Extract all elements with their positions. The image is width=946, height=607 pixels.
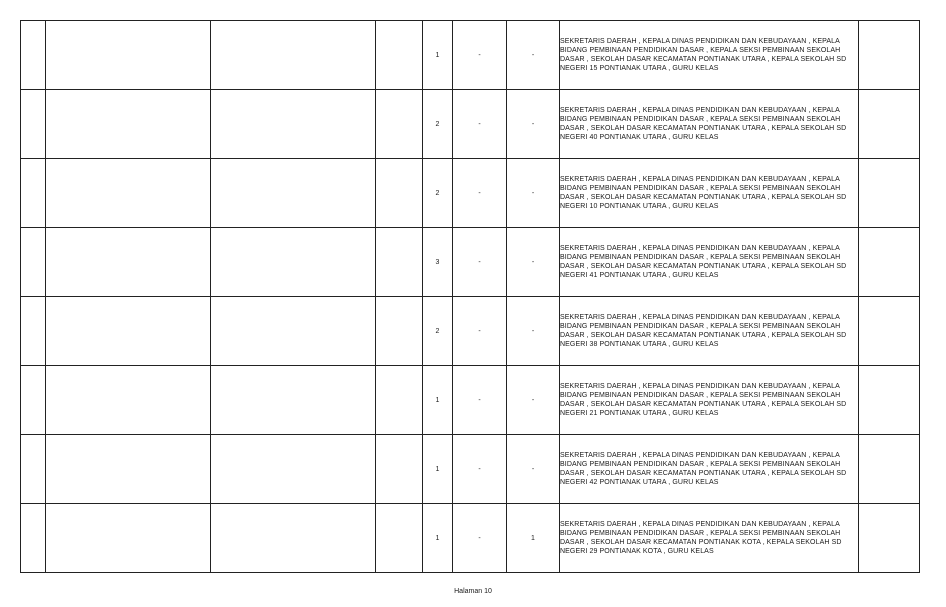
cell-blank-b xyxy=(211,366,376,435)
cell-col2: - xyxy=(453,90,507,159)
cell-col3: - xyxy=(507,435,560,504)
cell-col3: - xyxy=(507,228,560,297)
table-row xyxy=(21,21,920,90)
cell-col2: - xyxy=(453,21,507,90)
cell-index xyxy=(21,297,46,366)
data-table xyxy=(20,20,920,573)
cell-blank-d xyxy=(859,228,920,297)
cell-blank-a xyxy=(46,435,211,504)
cell-count: 2 xyxy=(423,297,453,366)
cell-blank-d xyxy=(859,297,920,366)
cell-count: 1 xyxy=(423,366,453,435)
cell-blank-b xyxy=(211,21,376,90)
cell-description: SEKRETARIS DAERAH , KEPALA DINAS PENDIDIKAN DAN KEBUDAYAAN , KEPALA BIDANG PEMBINAAN PENDIDIKAN DASAR , KEPALA SEKSI PEMBINAAN SEKOLAH DASAR , SEKOLAH DASAR KECAMATAN PONTIANAK KOTA , KEPALA SEKOLAH SD NEGERI 29 PONTIANAK KOTA , GURU KELAS xyxy=(560,504,859,573)
cell-blank-b xyxy=(211,435,376,504)
cell-blank-b xyxy=(211,504,376,573)
cell-blank-a xyxy=(46,504,211,573)
cell-description: SEKRETARIS DAERAH , KEPALA DINAS PENDIDIKAN DAN KEBUDAYAAN , KEPALA BIDANG PEMBINAAN PENDIDIKAN DASAR , KEPALA SEKSI PEMBINAAN SEKOLAH DASAR , SEKOLAH DASAR KECAMATAN PONTIANAK UTARA , KEPALA SEKOLAH SD NEGERI 42 PONTIANAK UTARA , GURU KELAS xyxy=(560,435,859,504)
cell-count: 2 xyxy=(423,159,453,228)
cell-count: 1 xyxy=(423,21,453,90)
cell-blank-d xyxy=(859,159,920,228)
cell-col3: - xyxy=(507,90,560,159)
cell-description: SEKRETARIS DAERAH , KEPALA DINAS PENDIDIKAN DAN KEBUDAYAAN , KEPALA BIDANG PEMBINAAN PENDIDIKAN DASAR , KEPALA SEKSI PEMBINAAN SEKOLAH DASAR , SEKOLAH DASAR KECAMATAN PONTIANAK UTARA , KEPALA SEKOLAH SD NEGERI 40 PONTIANAK UTARA , GURU KELAS xyxy=(560,90,859,159)
cell-description: SEKRETARIS DAERAH , KEPALA DINAS PENDIDIKAN DAN KEBUDAYAAN , KEPALA BIDANG PEMBINAAN PENDIDIKAN DASAR , KEPALA SEKSI PEMBINAAN SEKOLAH DASAR , SEKOLAH DASAR KECAMATAN PONTIANAK UTARA , KEPALA SEKOLAH SD NEGERI 21 PONTIANAK UTARA , GURU KELAS xyxy=(560,366,859,435)
cell-blank-c xyxy=(376,504,423,573)
cell-col2: - xyxy=(453,504,507,573)
cell-blank-b xyxy=(211,297,376,366)
cell-blank-c xyxy=(376,228,423,297)
table-row xyxy=(21,90,920,159)
cell-col3: 1 xyxy=(507,504,560,573)
cell-col2: - xyxy=(453,435,507,504)
page-footer: Halaman 10 xyxy=(454,588,492,595)
cell-blank-d xyxy=(859,504,920,573)
cell-index xyxy=(21,228,46,297)
cell-index xyxy=(21,159,46,228)
cell-blank-c xyxy=(376,159,423,228)
table-row xyxy=(21,504,920,573)
cell-index xyxy=(21,504,46,573)
cell-blank-a xyxy=(46,228,211,297)
cell-description: SEKRETARIS DAERAH , KEPALA DINAS PENDIDIKAN DAN KEBUDAYAAN , KEPALA BIDANG PEMBINAAN PENDIDIKAN DASAR , KEPALA SEKSI PEMBINAAN SEKOLAH DASAR , SEKOLAH DASAR KECAMATAN PONTIANAK UTARA , KEPALA SEKOLAH SD NEGERI 10 PONTIANAK UTARA , GURU KELAS xyxy=(560,159,859,228)
cell-description: SEKRETARIS DAERAH , KEPALA DINAS PENDIDIKAN DAN KEBUDAYAAN , KEPALA BIDANG PEMBINAAN PENDIDIKAN DASAR , KEPALA SEKSI PEMBINAAN SEKOLAH DASAR , SEKOLAH DASAR KECAMATAN PONTIANAK UTARA , KEPALA SEKOLAH SD NEGERI 38 PONTIANAK UTARA , GURU KELAS xyxy=(560,297,859,366)
cell-col2: - xyxy=(453,228,507,297)
cell-col3: - xyxy=(507,159,560,228)
cell-index xyxy=(21,435,46,504)
cell-blank-c xyxy=(376,90,423,159)
cell-blank-b xyxy=(211,159,376,228)
cell-count: 1 xyxy=(423,504,453,573)
cell-blank-b xyxy=(211,90,376,159)
cell-index xyxy=(21,366,46,435)
table-row xyxy=(21,366,920,435)
cell-blank-d xyxy=(859,366,920,435)
cell-col3: - xyxy=(507,21,560,90)
cell-index xyxy=(21,21,46,90)
cell-index xyxy=(21,90,46,159)
cell-blank-a xyxy=(46,90,211,159)
cell-col2: - xyxy=(453,366,507,435)
cell-col3: - xyxy=(507,297,560,366)
cell-blank-c xyxy=(376,21,423,90)
cell-count: 2 xyxy=(423,90,453,159)
cell-blank-c xyxy=(376,435,423,504)
cell-blank-d xyxy=(859,21,920,90)
cell-blank-d xyxy=(859,90,920,159)
table-row xyxy=(21,297,920,366)
cell-blank-c xyxy=(376,297,423,366)
cell-blank-c xyxy=(376,366,423,435)
table-row xyxy=(21,435,920,504)
cell-col3: - xyxy=(507,366,560,435)
cell-blank-b xyxy=(211,228,376,297)
cell-description: SEKRETARIS DAERAH , KEPALA DINAS PENDIDIKAN DAN KEBUDAYAAN , KEPALA BIDANG PEMBINAAN PENDIDIKAN DASAR , KEPALA SEKSI PEMBINAAN SEKOLAH DASAR , SEKOLAH DASAR KECAMATAN PONTIANAK UTARA , KEPALA SEKOLAH SD NEGERI 15 PONTIANAK UTARA , GURU KELAS xyxy=(560,21,859,90)
cell-blank-d xyxy=(859,435,920,504)
cell-count: 3 xyxy=(423,228,453,297)
cell-blank-a xyxy=(46,21,211,90)
cell-col2: - xyxy=(453,297,507,366)
table-row xyxy=(21,159,920,228)
table-row xyxy=(21,228,920,297)
cell-blank-a xyxy=(46,159,211,228)
table-body xyxy=(21,21,920,573)
cell-blank-a xyxy=(46,366,211,435)
cell-col2: - xyxy=(453,159,507,228)
cell-blank-a xyxy=(46,297,211,366)
cell-count: 1 xyxy=(423,435,453,504)
cell-description: SEKRETARIS DAERAH , KEPALA DINAS PENDIDIKAN DAN KEBUDAYAAN , KEPALA BIDANG PEMBINAAN PENDIDIKAN DASAR , KEPALA SEKSI PEMBINAAN SEKOLAH DASAR , SEKOLAH DASAR KECAMATAN PONTIANAK UTARA , KEPALA SEKOLAH SD NEGERI 41 PONTIANAK UTARA , GURU KELAS xyxy=(560,228,859,297)
